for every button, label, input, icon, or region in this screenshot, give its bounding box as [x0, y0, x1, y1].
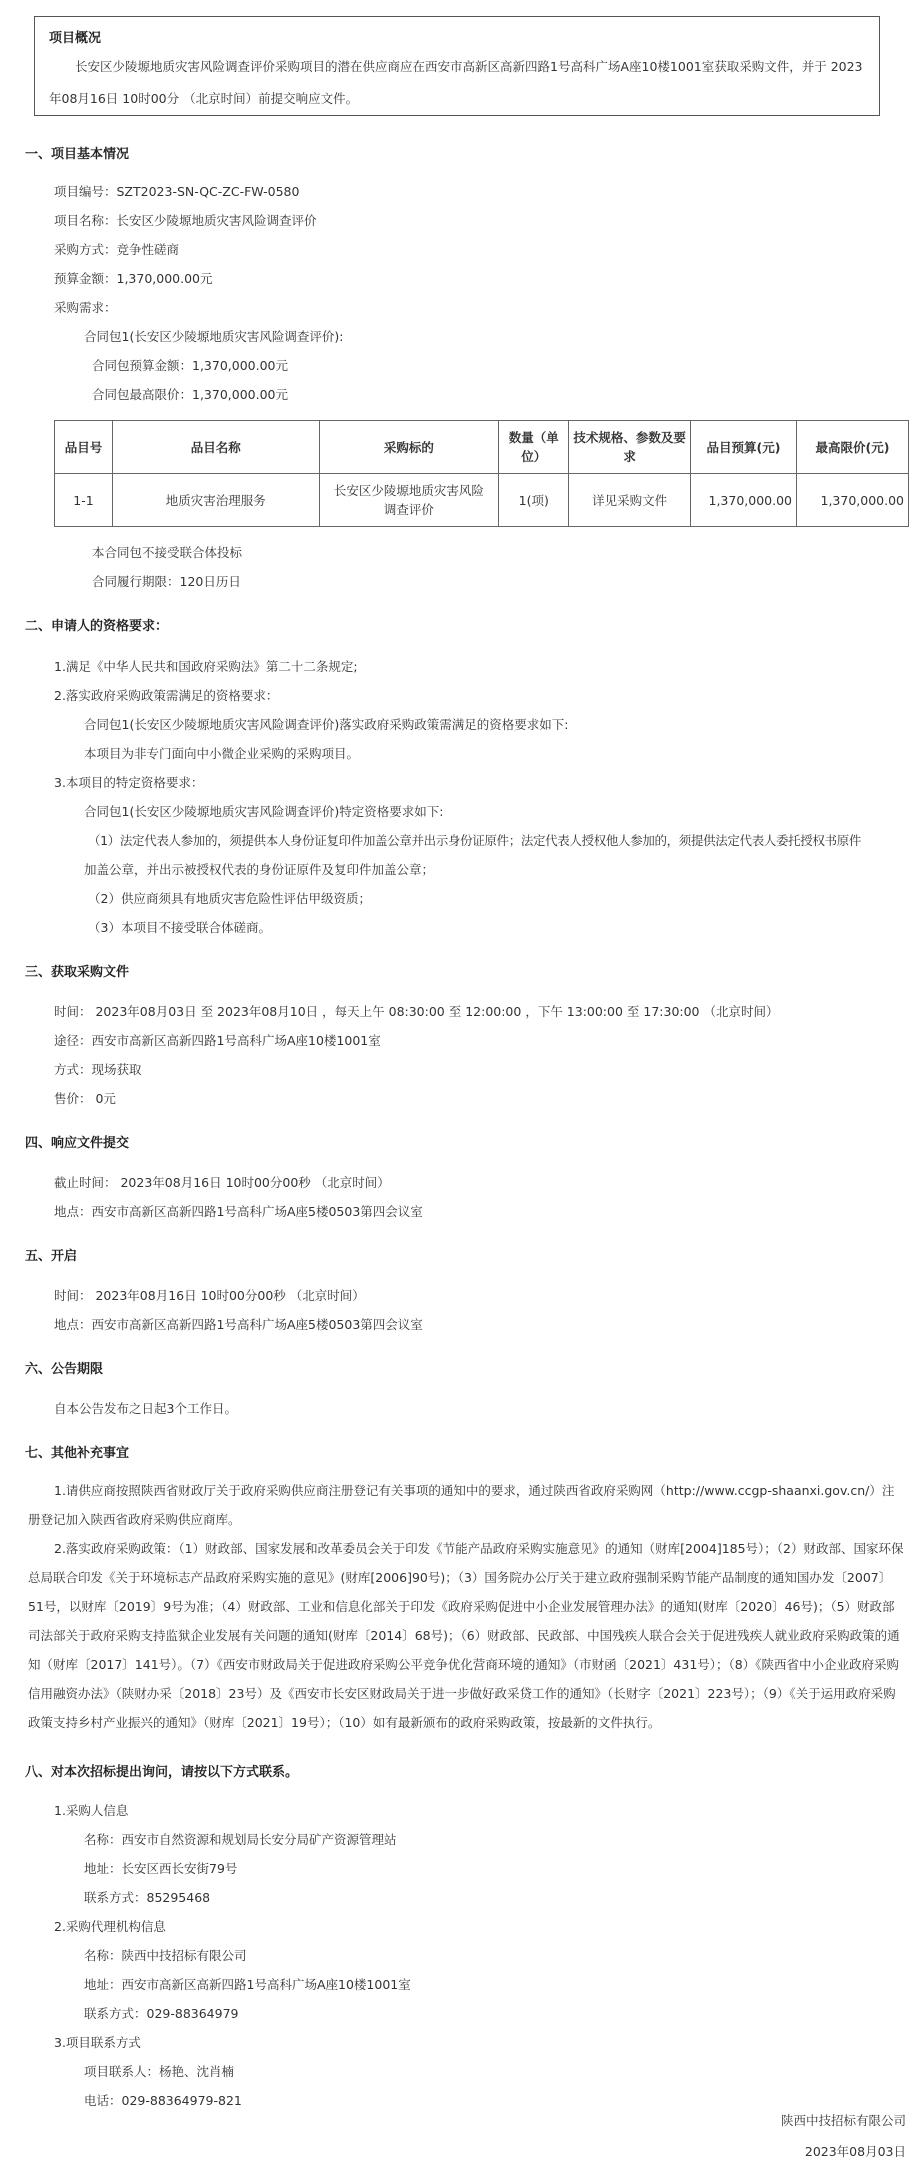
cell-item-name: 地质灾害治理服务 [112, 474, 319, 527]
purchase-method: 采购方式：竞争性磋商 [54, 242, 180, 257]
agent-info-title: 2.采购代理机构信息 [54, 1919, 166, 1934]
buyer-name: 名称：西安市自然资源和规划局长安分局矿产资源管理站 [84, 1832, 397, 1847]
overview-title: 项目概况 [49, 31, 102, 46]
project-number: 项目编号：SZT2023-SN-QC-ZC-FW-0580 [54, 184, 300, 199]
overview-box [34, 16, 880, 116]
qualification-item-3-1b: 加盖公章，并出示被授权代表的身份证原件及复印件加盖公章； [84, 862, 435, 877]
section-7-heading: 七、其他补充事宜 [25, 1446, 130, 1461]
opening-place: 地点：西安市高新区高新四路1号高科广场A座5楼0503第四会议室 [54, 1317, 423, 1332]
project-name: 项目名称：长安区少陵塬地质灾害风险调查评价 [54, 213, 317, 228]
notice-period: 自本公告发布之日起3个工作日。 [54, 1401, 237, 1416]
section-2-heading: 二、申请人的资格要求： [25, 619, 169, 634]
buyer-address: 地址：长安区西长安街79号 [84, 1861, 238, 1876]
qualification-item-2: 2.落实政府采购政策需满足的资格要求： [54, 688, 279, 703]
project-contact-person: 项目联系人：杨艳、沈肖楠 [84, 2064, 235, 2079]
contract-package: 合同包1(长安区少陵塬地质灾害风险调查评价): [84, 329, 344, 344]
obtain-way: 方式：现场获取 [54, 1062, 142, 1077]
qualification-item-3-2: （2）供应商须具有地质灾害危险性评估甲级资质； [88, 891, 371, 906]
cell-item-no: 1-1 [55, 474, 113, 527]
header-target: 采购标的 [319, 421, 499, 474]
submit-place: 地点：西安市高新区高新四路1号高科广场A座5楼0503第四会议室 [54, 1204, 423, 1219]
package-max-price: 合同包最高限价：1,370,000.00元 [92, 387, 288, 402]
obtain-place: 途径：西安市高新区高新四路1号高科广场A座10楼1001室 [54, 1033, 381, 1048]
section-3-heading: 三、获取采购文件 [25, 965, 130, 980]
signature-company: 陕西中技招标有限公司 [780, 2113, 906, 2128]
buyer-phone: 联系方式：85295468 [84, 1890, 211, 1905]
section-1-heading: 一、项目基本情况 [25, 147, 130, 162]
purchase-requirement: 采购需求： [54, 300, 117, 315]
cell-quantity: 1(项) [499, 474, 569, 527]
opening-time: 时间： 2023年08月16日 10时00分00秒 （北京时间） [54, 1288, 365, 1303]
cell-target: 长安区少陵塬地质灾害风险调查评价 [319, 474, 499, 527]
cell-max-price: 1,370,000.00 [797, 474, 909, 527]
items-table [54, 420, 909, 527]
obtain-price: 售价： 0元 [54, 1091, 116, 1106]
overview-body: 长安区少陵塬地质灾害风险调查评价采购项目的潜在供应商应在西安市高新区高新四路1号高科广场A座10楼1001室获取采购文件，并于 2023年08月16日 10时00分 （北京时间）前提交响应文件。 [49, 59, 863, 106]
qualification-item-3-3: （3）本项目不接受联合体磋商。 [88, 920, 271, 935]
supplement-paragraph-1: 1.请供应商按照陕西省财政厅关于政府采购供应商注册登记有关事项的通知中的要求，通过陕西省政府采购网（http://www.ccgp-shaanxi.gov.cn/）注册登记加入陕西省政府采购供应商库。 [28, 1483, 895, 1527]
qualification-item-1: 1.满足《中华人民共和国政府采购法》第二十二条规定; [54, 659, 358, 674]
project-contact-phone: 电话：029-88364979-821 [84, 2093, 242, 2108]
cell-item-budget: 1,370,000.00 [691, 474, 797, 527]
table-header-row [55, 421, 909, 474]
agent-phone: 联系方式：029-88364979 [84, 2006, 239, 2021]
header-spec: 技术规格、参数及要求 [569, 421, 691, 474]
supplement-paragraph-2: 2.落实政府采购政策：（1）财政部、国家发展和改革委员会关于印发《节能产品政府采购实施意见》的通知（财库[2004]185号）；（2）财政部、国家环保总局联合印发《关于环境标志产品政府采购实施的意见》(财库[2006]90号)；（3）国务院办公厅关于建立政府强制采购节能产品制度的通知国办发〔2007〕51号，以财库〔2019〕9号为准；（4）财政部、工业和信息化部关于印发《政府采购促进中小企业发展管理办法》的通知(财库〔2020〕46号)；（5）财政部 司法部关于政府采购支持监狱企业发展有关问题的通知(财库〔2014〕68号)；（6）财政部、民政部、中国残疾人联合会关于促进残疾人就业政府采购政策的通知（财库〔2017〕141号）。（7）《西安市财政局关于促进政府采购公平竞争优化营商环境的通知》（市财函〔2021〕431号）；（8）《陕西省中小企业政府采购信用融资办法》（陕财办采〔2018〕23号）及《西安市长安区财政局关于进一步做好政采贷工作的通知》（长财字〔2021〕223号）；（9）《关于运用政府采购政策支持乡村产业振兴的通知》（财库〔2021〕19号）；（10）如有最新颁布的政府采购政策，按最新的文件执行。 [28, 1541, 904, 1730]
signature-date: 2023年08月03日 [804, 2144, 906, 2159]
buyer-info-title: 1.采购人信息 [54, 1803, 129, 1818]
cell-spec: 详见采购文件 [569, 474, 691, 527]
qualification-item-2-text: 本项目为非专门面向中小微企业采购的采购项目。 [84, 746, 360, 761]
no-consortium-note: 本合同包不接受联合体投标 [92, 545, 243, 560]
obtain-time: 时间： 2023年08月03日 至 2023年08月10日 ，每天上午 08:30:00 至 12:00:00 ，下午 13:00:00 至 17:30:00 （北京时间） [54, 1004, 779, 1019]
agent-name: 名称：陕西中技招标有限公司 [84, 1948, 247, 1963]
project-contact-title: 3.项目联系方式 [54, 2035, 141, 2050]
header-item-name: 品目名称 [112, 421, 319, 474]
table-row [55, 474, 909, 527]
section-8-heading: 八、对本次招标提出询问，请按以下方式联系。 [25, 1765, 299, 1780]
qualification-item-2-package: 合同包1(长安区少陵塬地质灾害风险调查评价)落实政府采购政策需满足的资格要求如下: [84, 717, 569, 732]
budget-amount: 预算金额：1,370,000.00元 [54, 271, 213, 286]
header-item-no: 品目号 [55, 421, 113, 474]
qualification-item-3-1a: （1）法定代表人参加的，须提供本人身份证复印件加盖公章并出示身份证原件；法定代表人授权他人参加的，须提供法定代表人委托授权书原件 [88, 833, 862, 848]
qualification-item-3: 3.本项目的特定资格要求： [54, 775, 204, 790]
contract-period: 合同履行期限：120日历日 [92, 574, 241, 589]
section-4-heading: 四、响应文件提交 [25, 1136, 130, 1151]
section-5-heading: 五、开启 [25, 1249, 78, 1264]
section-6-heading: 六、公告期限 [25, 1362, 104, 1377]
package-budget: 合同包预算金额：1,370,000.00元 [92, 358, 288, 373]
header-quantity: 数量（单位） [499, 421, 569, 474]
header-item-budget: 品目预算(元) [691, 421, 797, 474]
agent-address: 地址：西安市高新区高新四路1号高科广场A座10楼1001室 [84, 1977, 411, 1992]
header-max-price: 最高限价(元) [797, 421, 909, 474]
submit-deadline: 截止时间： 2023年08月16日 10时00分00秒 （北京时间） [54, 1175, 390, 1190]
qualification-item-3-package: 合同包1(长安区少陵塬地质灾害风险调查评价)特定资格要求如下: [84, 804, 444, 819]
